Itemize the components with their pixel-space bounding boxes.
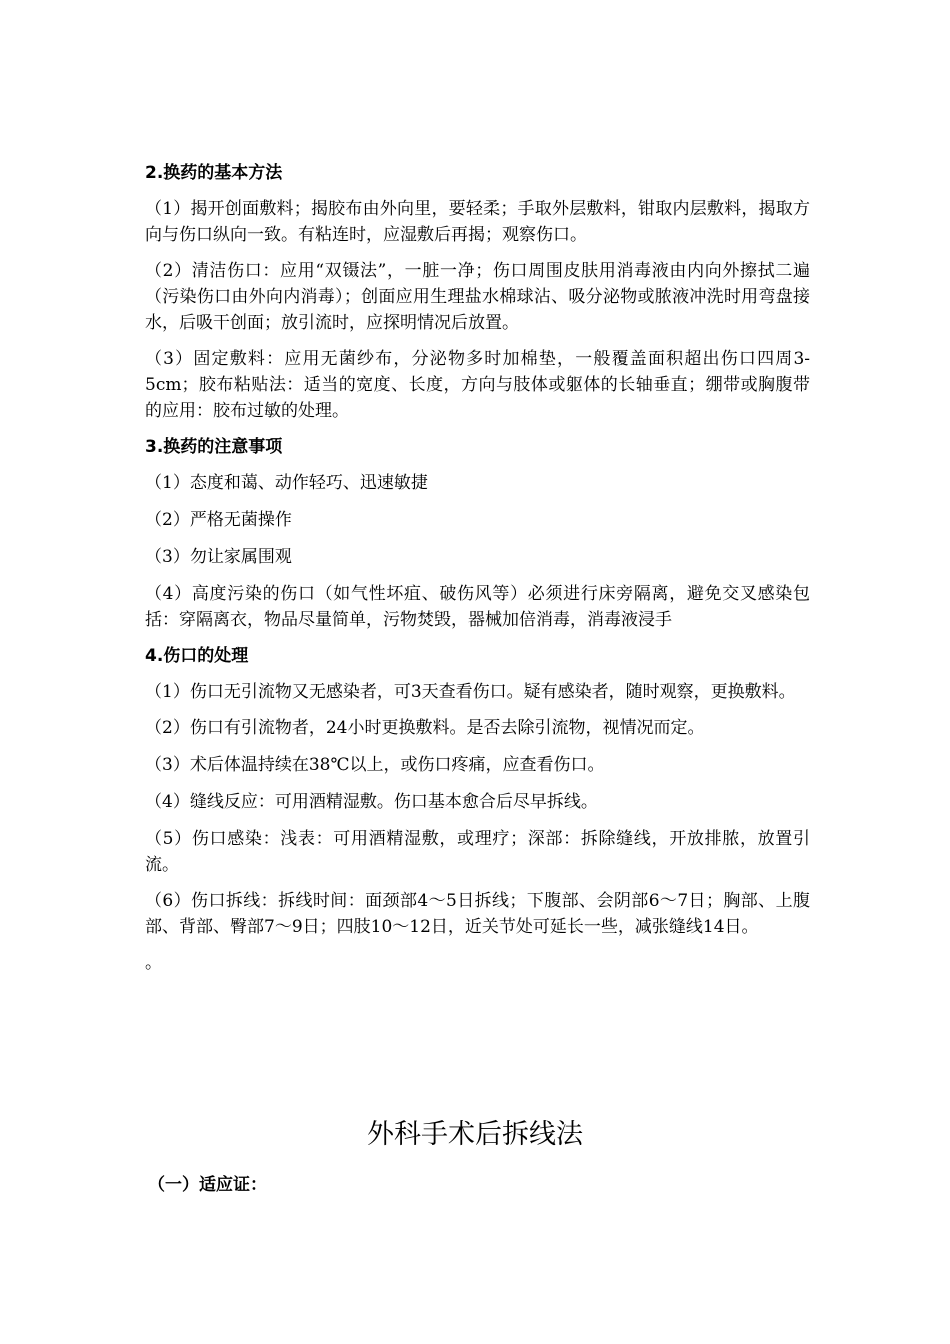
section-2-item-1: （1）揭开创面敷料；揭胶布由外向里，要轻柔；手取外层敷料，钳取内层敷料，揭取方向与伤口纵向一致。有粘连时，应湿敷后再揭；观察伤口。 [145,199,810,245]
section-4-item-4: （4）缝线反应：可用酒精湿敷。伤口基本愈合后尽早拆线。 [145,792,598,812]
page-title: 外科手术后拆线法 [367,1119,583,1150]
section-4-item-2: （2）伤口有引流物者，24小时更换敷料。是否去除引流物，视情况而定。 [145,718,705,738]
section-4-item-1: （1）伤口无引流物又无感染者，可3天查看伤口。疑有感染者，随时观察，更换敷料。 [145,682,796,702]
section-2-heading: 2.换药的基本方法 [145,163,283,183]
document-body [145,160,810,976]
section-3-item-4: （4）高度污染的伤口（如气性坏疽、破伤风等）必须进行床旁隔离，避免交叉感染包括：穿隔离衣，物品尽量简单，污物焚毁，器械加倍消毒，消毒液浸手 [145,584,810,630]
indications-heading: （一）适应证： [148,1175,267,1195]
section-2-item-2: （2）清洁伤口：应用“双镊法”，一脏一净；伤口周围皮肤用消毒液由内向外擦拭二遍（污染伤口由外向内消毒）；创面应用生理盐水棉球沾、吸分泌物或脓液冲洗时用弯盘接水，后吸干创面；放引流时，应探明情况后放置。 [145,261,810,333]
section-4-item-3: （3）术后体温持续在38℃以上，或伤口疼痛，应查看伤口。 [145,755,605,775]
section-3-item-1: （1）态度和蔼、动作轻巧、迅速敏捷 [145,473,428,493]
section-3-item-2: （2）严格无菌操作 [145,510,292,530]
section-3-item-3: （3）勿让家属围观 [145,547,292,567]
section-3-heading: 3.换药的注意事项 [145,437,283,457]
section-4-item-5: （5）伤口感染：浅表：可用酒精湿敷，或理疗；深部：拆除缝线，开放排脓，放置引流。 [145,829,810,875]
section-4-item-6: （6）伤口拆线：拆线时间：面颈部4～5日拆线；下腹部、会阴部6～7日；胸部、上腹部、背部、臀部7～9日；四肢10～12日，近关节处可延长一些，减张缝线14日。 [145,891,810,937]
trailing-punctuation: 。 [145,953,162,973]
section-4-heading: 4.伤口的处理 [145,646,249,666]
section-2-item-3: （3）固定敷料：应用无菌纱布，分泌物多时加棉垫，一般覆盖面积超出伤口四周3-5cm；胶布粘贴法：适当的宽度、长度，方向与肢体或躯体的长轴垂直；绷带或胸腹带的应用：胶布过敏的处理。 [145,349,810,421]
